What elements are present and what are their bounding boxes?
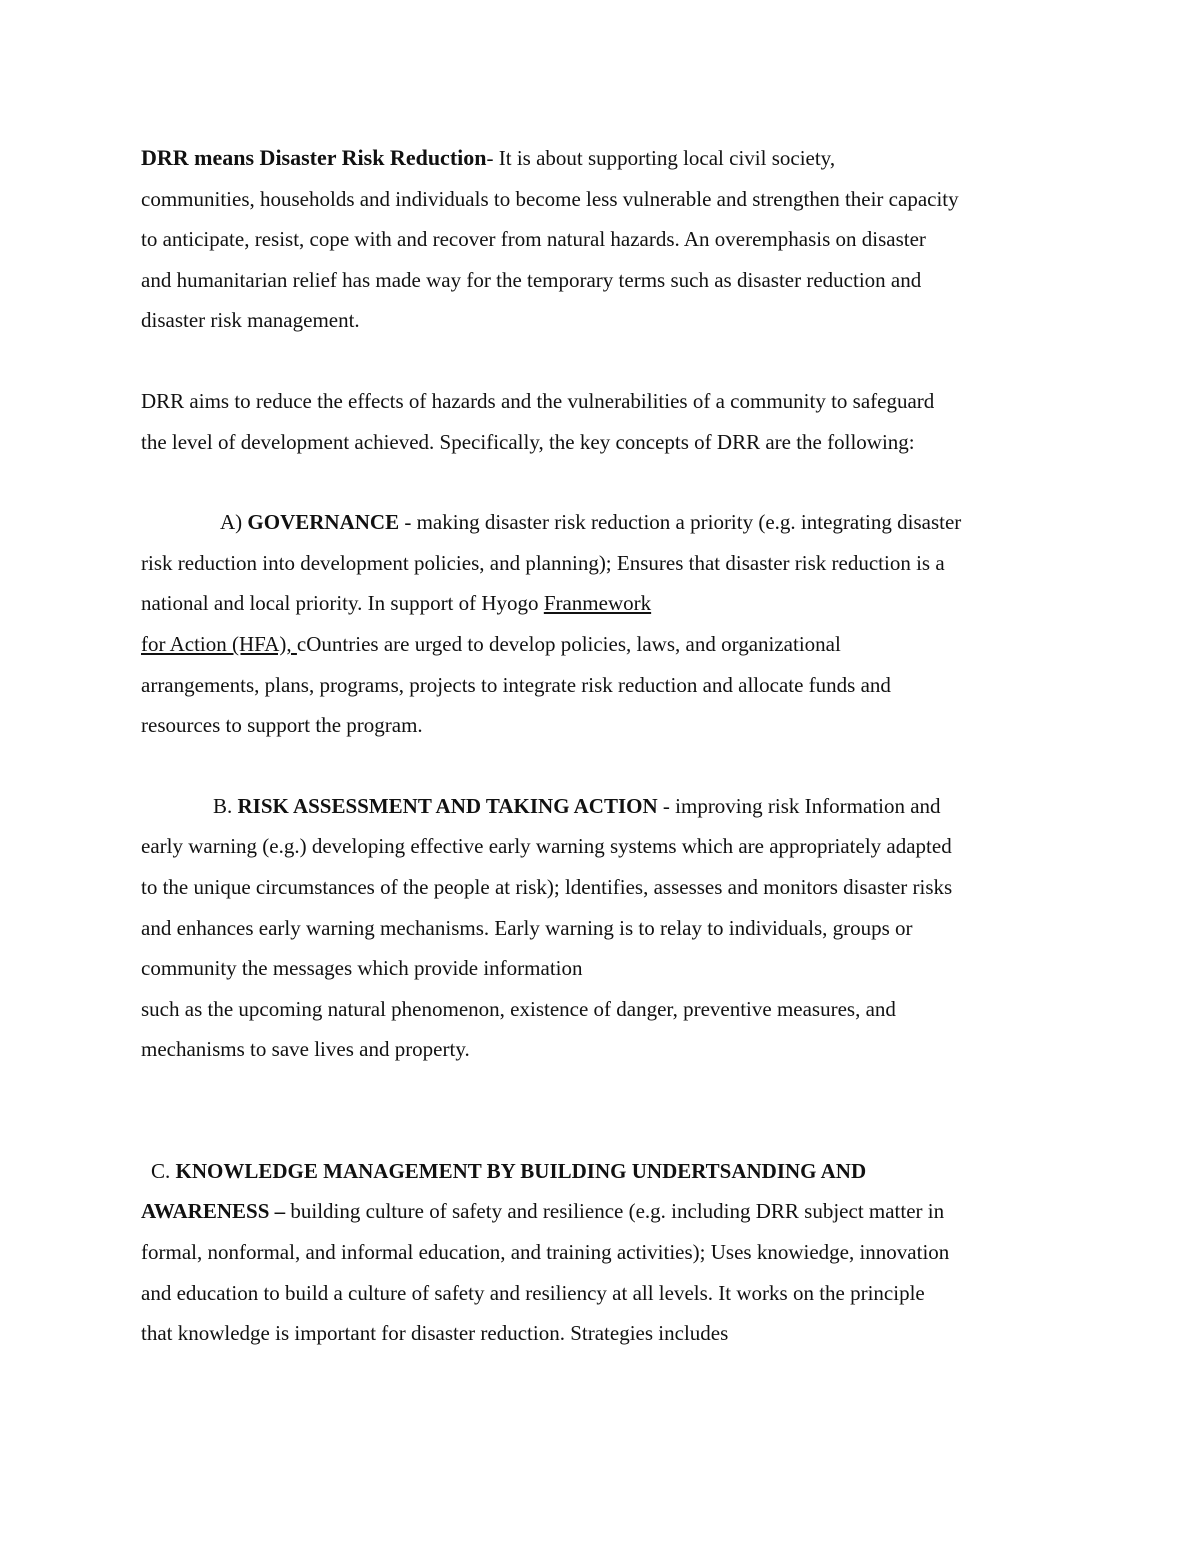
section-c-line-1 — [141, 1151, 1071, 1192]
aims-line-1: DRR aims to reduce the effects of hazards and the vulnerabilities of a community to safeguard — [141, 388, 935, 413]
aims-paragraph — [141, 381, 1071, 462]
section-b-line-3: to the unique circumstances of the people at risk); ldentifies, assesses and monitors disaster risks — [141, 874, 953, 899]
section-b-line-7: mechanisms to save lives and property. — [141, 1037, 470, 1062]
aims-line-2: the level of development achieved. Specifically, the key concepts of DRR are the following: — [141, 429, 915, 454]
hfa-link-part-2[interactable]: for Action (HFA), — [141, 631, 297, 656]
document-title: DRR means Disaster Risk Reduction — [141, 145, 487, 170]
section-a-line-6: resources to support the program. — [141, 713, 423, 738]
section-b-line-5: community the messages which provide information — [141, 956, 583, 981]
document-page — [141, 138, 1071, 1354]
section-b-prefix: B. — [213, 793, 238, 818]
section-c-heading: KNOWLEDGE MANAGEMENT BY BUILDING UNDERTSANDING AND — [175, 1158, 867, 1183]
intro-line-3: to anticipate, resist, cope with and recover from natural hazards. An overemphasis on disaster — [141, 227, 926, 252]
section-b-line-1-rest: - improving risk Information and — [657, 793, 941, 818]
section-b-line-6: such as the upcoming natural phenomenon, existence of danger, preventive measures, and — [141, 996, 896, 1021]
section-a-line-5: arrangements, plans, programs, projects to integrate risk reduction and allocate funds and — [141, 672, 891, 697]
section-a-line-4-rest: cOuntries are urged to develop policies, laws, and organizational — [296, 631, 841, 656]
section-b-heading: RISK ASSESSMENT AND TAKING ACTION — [237, 793, 658, 818]
section-a — [141, 502, 1071, 746]
section-c — [141, 1151, 1071, 1354]
section-a-line-1 — [141, 502, 1071, 543]
section-a-line-3-start: national and local priority. In support of Hyogo — [141, 591, 544, 616]
section-c-line-4: and education to build a culture of safety and resiliency at all levels. It works on the principle — [141, 1280, 925, 1305]
section-b-line-1 — [141, 786, 1071, 827]
section-c-line-3: formal, nonformal, and informal education, and training activities); Uses knowiedge, innovation — [141, 1240, 950, 1265]
intro-line-2: communities, households and individuals to become less vulnerable and strengthen their capacity — [141, 186, 959, 211]
intro-paragraph — [141, 138, 1071, 341]
section-b — [141, 786, 1071, 1070]
section-c-line-5: that knowledge is important for disaster reduction. Strategies includes — [141, 1321, 729, 1346]
section-a-prefix: A) — [220, 510, 248, 535]
section-a-line-3 — [141, 583, 1071, 624]
section-c-prefix: C. — [151, 1158, 176, 1183]
section-c-line-2-rest: building culture of safety and resilience (e.g. including DRR subject matter in — [285, 1199, 945, 1224]
intro-line-1 — [141, 138, 1071, 179]
hfa-link-part-1[interactable]: Franmework — [543, 591, 652, 616]
intro-line-4: and humanitarian relief has made way for the temporary terms such as disaster reduction and — [141, 267, 922, 292]
section-c-line-2 — [141, 1191, 1071, 1232]
section-c-heading-cont: AWARENESS – — [141, 1199, 286, 1224]
section-a-line-1-rest: - making disaster risk reduction a priority (e.g. integrating disaster — [399, 510, 962, 535]
section-a-heading: GOVERNANCE — [247, 510, 400, 535]
section-b-line-4: and enhances early warning mechanisms. Early warning is to relay to individuals, groups or — [141, 915, 913, 940]
intro-text-start: - It is about supporting local civil society, — [486, 146, 836, 170]
section-a-line-2: risk reduction into development policies, and planning); Ensures that disaster risk reduction is a — [141, 550, 945, 575]
section-b-line-2: early warning (e.g.) developing effective early warning systems which are appropriately adapted — [141, 834, 952, 859]
section-a-line-4 — [141, 624, 1071, 665]
intro-line-5: disaster risk management. — [141, 308, 360, 333]
